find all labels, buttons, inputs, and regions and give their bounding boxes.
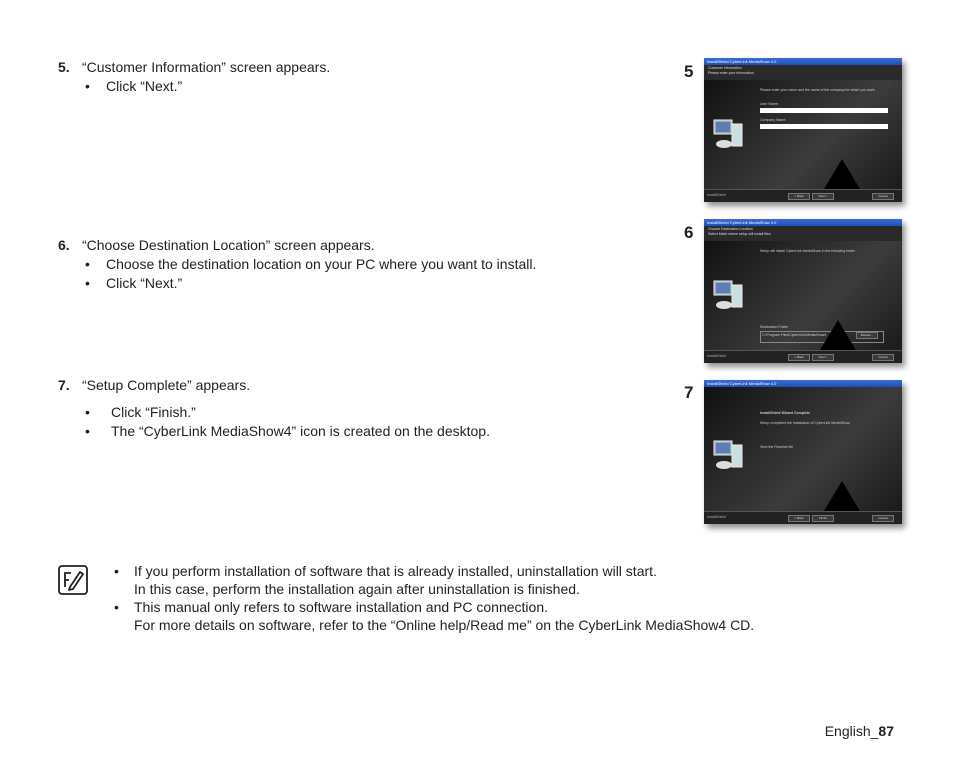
- step-bullet: • Choose the destination location on your PC where you want to install.: [58, 255, 536, 274]
- dialog-footer: [704, 189, 902, 202]
- window-titlebar: InstallShield CyberLink MediaShow 4.0: [704, 380, 902, 387]
- dialog-header-title: InstallShield Wizard Complete: [760, 411, 810, 415]
- page-number: 87: [878, 723, 894, 739]
- installshield-brand: InstallShield: [707, 193, 726, 197]
- folder-label: Destination Folder: [760, 325, 789, 329]
- note-text: • This manual only refers to software installation and PC connection.: [134, 599, 548, 615]
- dialog-body: [704, 241, 902, 351]
- dialog-header-title: Customer Information: [708, 66, 742, 70]
- note-item: [108, 562, 928, 598]
- step-text: “Customer Information” screen appears.: [82, 59, 331, 75]
- screenshot-label-5: 5: [684, 62, 694, 81]
- step-5: [58, 58, 330, 96]
- pointer-arrow-icon: [820, 320, 856, 350]
- step-bullet: • Click “Next.”: [58, 77, 330, 96]
- cancel-button: Cancel: [872, 354, 894, 361]
- dialog-text: Setup completed the installation of CyberLink MediaShow.: [760, 421, 851, 425]
- window-titlebar: InstallShield CyberLink MediaShow 4.0: [704, 219, 902, 226]
- next-button: Next >: [812, 354, 834, 361]
- back-button: < Back: [788, 193, 810, 200]
- step-text: “Setup Complete” appears.: [82, 377, 251, 393]
- computer-icon: [712, 439, 746, 473]
- dialog-text: Please enter your name and the name of the company for which you work.: [760, 88, 876, 92]
- dialog-header-title: Choose Destination Location: [708, 227, 753, 231]
- dialog-text: Setup will install CyberLink MediaShow in the following folder.: [760, 249, 856, 253]
- field-label: User Name:: [760, 102, 779, 106]
- screenshot-choose-destination: [704, 219, 902, 363]
- pointer-arrow-icon: [824, 481, 860, 511]
- dialog-footer: [704, 350, 902, 363]
- screenshot-customer-information: [704, 58, 902, 202]
- back-button: < Back: [788, 515, 810, 522]
- step-number: 6.: [58, 237, 70, 253]
- step-text: “Choose Destination Location” screen appears.: [82, 237, 375, 253]
- note-text: • If you perform installation of software that is already installed, uninstallation will start.: [134, 563, 657, 579]
- step-bullet: • The “CyberLink MediaShow4” icon is created on the desktop.: [58, 422, 490, 441]
- next-button: Next >: [812, 193, 834, 200]
- step-bullet: • Click “Finish.”: [58, 403, 490, 422]
- dialog-body: [704, 387, 902, 512]
- note-item: [108, 598, 928, 634]
- step-7: [58, 376, 490, 441]
- note-icon: [58, 565, 88, 595]
- step-number: 7.: [58, 377, 70, 393]
- window-titlebar: InstallShield CyberLink MediaShow 4.0: [704, 58, 902, 65]
- page-footer: [825, 723, 894, 739]
- dialog-header-subtitle: Please enter your information.: [708, 71, 755, 75]
- dialog-header-subtitle: Select folder where setup will install files.: [708, 232, 772, 236]
- step-number: 5.: [58, 59, 70, 75]
- computer-icon: [712, 118, 746, 152]
- dialog-body: [704, 80, 902, 190]
- pointer-arrow-icon: [824, 159, 860, 189]
- note-text: For more details on software, refer to the “Online help/Read me” on the CyberLink MediaShow4 CD.: [134, 617, 755, 633]
- screenshot-label-7: 7: [684, 383, 694, 402]
- screenshot-label-6: 6: [684, 223, 694, 242]
- field-label: Company Name:: [760, 118, 787, 122]
- installshield-brand: InstallShield: [707, 354, 726, 358]
- installshield-brand: InstallShield: [707, 515, 726, 519]
- computer-icon: [712, 279, 746, 313]
- back-button: < Back: [788, 354, 810, 361]
- screenshot-setup-complete: [704, 380, 902, 524]
- step-bullet: • Click “Next.”: [58, 274, 536, 293]
- note-text: In this case, perform the installation again after uninstallation is finished.: [134, 581, 580, 597]
- dialog-footer: [704, 511, 902, 524]
- browse-button: Browse...: [856, 332, 878, 339]
- cancel-button: Cancel: [872, 515, 894, 522]
- step-6: [58, 236, 536, 293]
- destination-folder: C:\Program Files\CyberLink\MediaShow4: [760, 331, 884, 343]
- company-name-field: [760, 124, 888, 129]
- footer-language: English_: [824, 723, 879, 739]
- readme-checkbox: View the Readme file: [760, 445, 794, 449]
- user-name-field: [760, 108, 888, 113]
- cancel-button: Cancel: [872, 193, 894, 200]
- note-list: [108, 562, 928, 634]
- finish-button: Finish: [812, 515, 834, 522]
